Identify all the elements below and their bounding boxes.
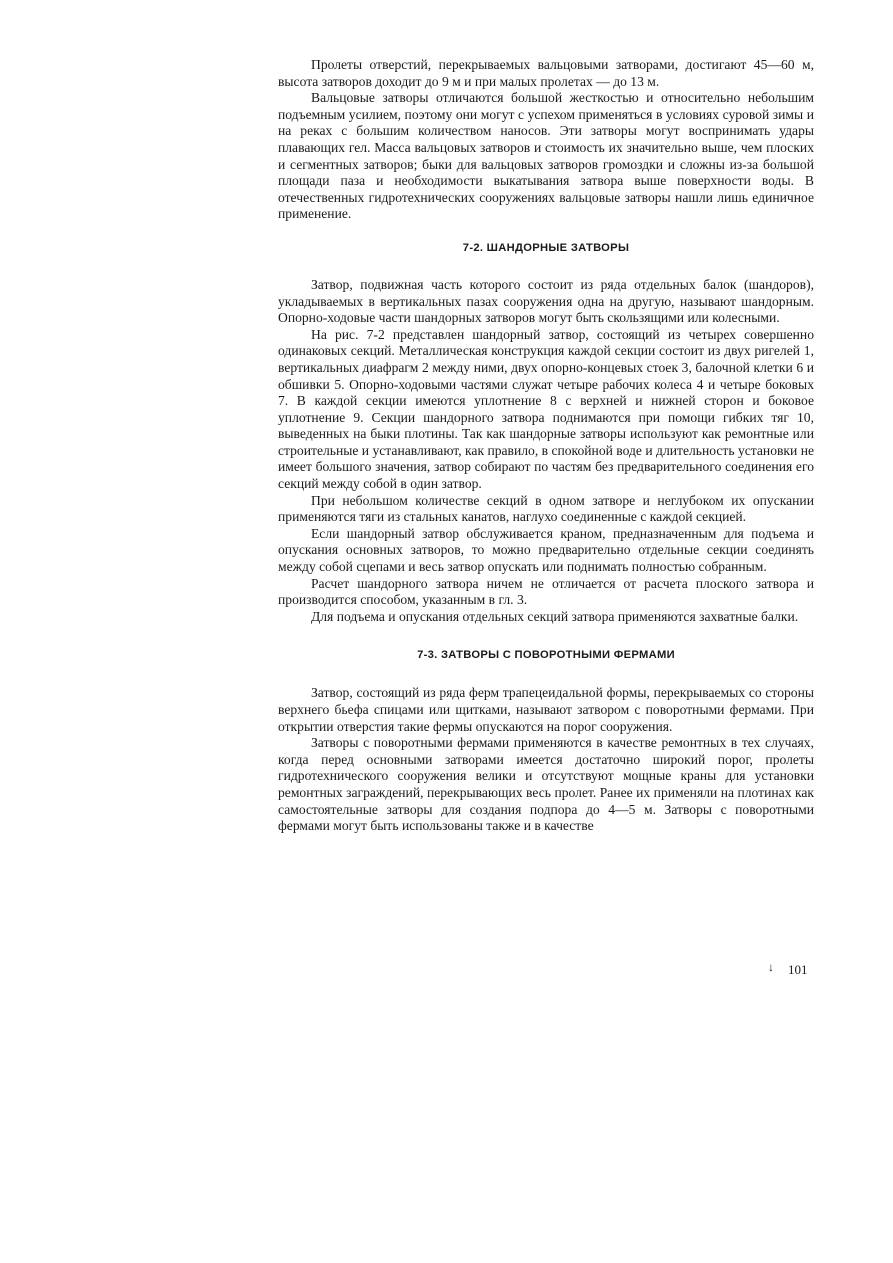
section-7-3-heading: 7-3. ЗАТВОРЫ С ПОВОРОТНЫМИ ФЕРМАМИ [417,649,675,662]
section-7-3-paragraph-2: Затворы с поворотными фермами применяются в качестве ремонтных в тех случаях, когда перед основными затворами имеется достаточно широкий порог, пролеты гидротехнического сооружения велики и отсутствуют мощные краны для установки ремонтных заграждений, перекрывающих весь пролет. Ранее их применяли на плотинах как самостоятельные затворы для создания подпора до 4—5 м. Затворы с поворотными фермами могут быть использованы также и в качестве [278,735,814,834]
section-7-2-paragraph-1: Затвор, подвижная часть которого состоит из ряда отдельных балок (шандоров), укладываемых в вертикальных пазах сооружения одна на другую, называют шандорным. Опорно-ходовые части шандорных затворов могут быть скользящими или колесными. [278,276,814,326]
page-body [278,57,814,835]
section-7-2-heading: 7-2. ШАНДОРНЫЕ ЗАТВОРЫ [462,241,630,254]
intro-paragraph-2: Вальцовые затворы отличаются большой жесткостью и относительно небольшим подъемным усилием, поэтому они могут с успехом применяться в условиях суровой зимы и на реках с большим количеством наносов. Эти затворы могут воспринимать удары плавающих гел. Масса вальцовых затворов и стоимость их значительно выше, чем плоских и сегментных затворов; быки для вальцовых затворов громоздки и сложны из-за большой площади паза и необходимости выкатывания затвора выше поверхности воды. В отечественных гидротехнических сооружениях вальцовые затворы нашли лишь единичное применение. [278,90,814,222]
page-mark: ↓ [768,960,774,974]
intro-paragraph-1: Пролеты отверстий, перекрываемых вальцовыми затворами, достигают 45—60 м, высота затворов доходит до 9 м и при малых пролетах — до 13 м. [278,57,814,89]
page-number: 101 [788,962,808,977]
section-7-2-paragraph-5: Расчет шандорного затвора ничем не отличается от расчета плоского затвора и производится способом, указанным в гл. 3. [278,575,814,608]
section-7-2-paragraph-6: Для подъема и опускания отдельных секций затвора применяются захватные балки. [311,608,799,624]
section-7-2-paragraph-3: При небольшом количестве секций в одном затворе и неглубоком их опускании применяются тяги из стальных канатов, наглухо соединенные с каждой секцией. [278,492,814,525]
section-7-2-paragraph-4: Если шандорный затвор обслуживается краном, предназначенным для подъема и опускания основных затворов, то можно предварительно отдельные секции соединять между собой сцепами и весь затвор опускать или поднимать полностью собранным. [278,525,814,575]
section-7-2-paragraph-2: На рис. 7-2 представлен шандорный затвор, состоящий из четырех совершенно одинаковых секций. Металлическая конструкция каждой секции состоит из двух ригелей 1, вертикальных диафрагм 2 между ними, двух опорно-концевых стоек 3, балочной клетки 6 и обшивки 5. Опорно-ходовыми частями служат четыре рабочих колеса 4 и четыре боковых 7. В каждой секции имеются уплотнение 8 с верхней и нижней сторон и боковое уплотнение 9. Секции шандорного затвора поднимаются при помощи гибких тяг 10, выведенных на быки плотины. Так как шандорные затворы используют как ремонтные или строительные и устанавливают, как правило, в спокойной воде и длительность установки не имеет большого значения, затвор собирают по частям без предварительного соединения его секций между собой в один затвор. [278,326,814,492]
section-7-3-paragraph-1: Затвор, состоящий из ряда ферм трапецеидальной формы, перекрываемых со стороны верхнего бьефа спицами или щитками, называют затвором с поворотными фермами. При открытии отверстия такие фермы опускаются на порог сооружения. [278,685,814,734]
